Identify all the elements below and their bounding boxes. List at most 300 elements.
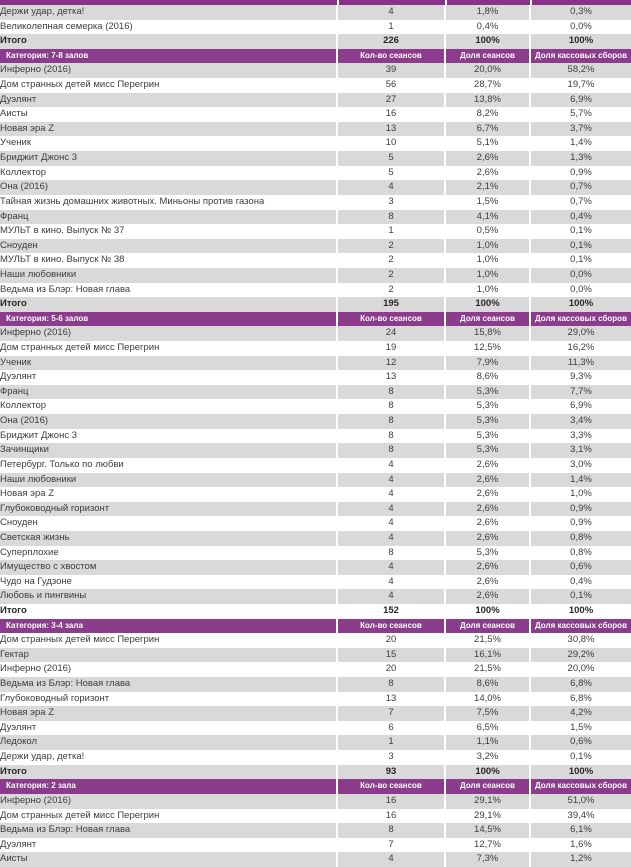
sessions-count-cell: 56 (337, 78, 445, 93)
sessions-count-cell: 13 (337, 122, 445, 137)
movie-row (0, 385, 631, 400)
movie-name-cell: Ледокол (0, 735, 337, 750)
movie-row (0, 735, 631, 750)
col-header-sessions-share: Доля сеансов (445, 619, 530, 634)
movie-name-cell: Дуэлянт (0, 371, 37, 383)
sessions-share-cell: 12,5% (445, 341, 530, 356)
movie-name-cell: Она (2016) (0, 414, 337, 429)
total-row (0, 297, 631, 312)
box-office-share-cell: 6,9% (530, 399, 631, 414)
total-sessions-share-cell: 100% (445, 604, 530, 619)
sessions-share-cell: 2,6% (445, 575, 530, 590)
sessions-share-cell: 7,5% (445, 706, 530, 721)
col-header-sessions-share: Доля сеансов (445, 49, 530, 64)
sessions-share-cell: 2,6% (445, 473, 530, 488)
movie-name-cell: Дом странных детей мисс Перегрин (0, 79, 160, 91)
sessions-share-cell: 3,2% (445, 750, 530, 765)
movie-name-cell: Глубоководный горизонт (0, 502, 337, 517)
movie-row (0, 677, 631, 692)
box-office-share-cell: 3,4% (530, 414, 631, 429)
sessions-count-cell: 8 (337, 443, 445, 458)
movie-name-cell: Инферно (2016) (0, 663, 72, 675)
sessions-share-cell: 2,6% (445, 458, 530, 473)
sessions-share-cell: 8,6% (445, 677, 530, 692)
movie-name-cell: Дом странных детей мисс Перегрин (0, 809, 160, 821)
sessions-share-cell: 2,6% (445, 531, 530, 546)
box-office-share-cell: 51,0% (530, 794, 631, 809)
column-separator (337, 0, 339, 5)
box-office-share-cell: 1,4% (530, 473, 631, 488)
movie-name-cell: Инферно (2016) (0, 794, 337, 809)
box-office-share-cell: 1,2% (530, 852, 631, 867)
col-header-sessions-count: Кол-во сеансов (337, 312, 445, 327)
box-office-share-cell: 0,7% (530, 195, 631, 210)
sessions-count-cell: 4 (337, 473, 445, 488)
category-header-row (0, 779, 631, 794)
sessions-share-cell: 2,6% (445, 166, 530, 181)
movie-row (0, 136, 631, 151)
box-office-share-cell: 0,7% (530, 180, 631, 195)
sessions-count-cell: 4 (337, 5, 445, 20)
sessions-count-cell: 4 (337, 575, 445, 590)
box-office-share-cell: 0,9% (530, 502, 631, 517)
box-office-share-cell: 1,6% (530, 838, 631, 853)
movie-row (0, 414, 631, 429)
box-office-share-cell: 0,1% (530, 239, 631, 254)
sessions-share-cell: 2,6% (445, 560, 530, 575)
sessions-share-cell: 8,2% (445, 107, 530, 122)
movie-row (0, 20, 631, 35)
movie-row (0, 633, 631, 648)
movie-name-cell: Ведьма из Блэр: Новая глава (0, 677, 337, 692)
sessions-share-cell: 7,3% (445, 852, 530, 867)
movie-name-cell: Франц (0, 210, 337, 225)
sessions-count-cell: 2 (337, 283, 445, 298)
sessions-share-cell: 2,6% (445, 487, 530, 502)
movie-name-cell: Коллектор (0, 400, 47, 412)
movie-name-cell: Ведьма из Блэр: Новая глава (0, 823, 337, 838)
sessions-count-cell: 24 (337, 326, 445, 341)
sessions-share-cell: 5,3% (445, 414, 530, 429)
movie-name-cell: Дом странных детей мисс Перегрин (0, 634, 160, 646)
sessions-share-cell: 12,7% (445, 838, 530, 853)
sessions-count-cell: 1 (337, 224, 445, 239)
col-header-sessions-count: Кол-во сеансов (337, 619, 445, 634)
col-header-box-office-share: Доля кассовых сборов (530, 619, 631, 634)
sessions-share-cell: 6,7% (445, 122, 530, 137)
col-header-sessions-count: Кол-во сеансов (337, 49, 445, 64)
total-label-cell: Итого (0, 34, 337, 49)
movie-row (0, 253, 631, 268)
category-header-row (0, 312, 631, 327)
sessions-count-cell: 3 (337, 195, 445, 210)
box-office-share-cell: 0,1% (530, 253, 631, 268)
total-sessions-count-cell: 93 (337, 765, 445, 780)
report-table-body (0, 5, 631, 867)
sessions-share-cell: 1,5% (445, 195, 530, 210)
sessions-share-cell: 1,0% (445, 268, 530, 283)
col-header-sessions-share: Доля сеансов (445, 312, 530, 327)
box-office-share-cell: 6,9% (530, 93, 631, 108)
sessions-count-cell: 4 (337, 487, 445, 502)
box-office-share-cell: 0,0% (530, 283, 631, 298)
total-label-cell: Итого (0, 297, 337, 312)
movie-name-cell: Бриджит Джонс 3 (0, 429, 78, 441)
sessions-count-cell: 4 (337, 180, 445, 195)
column-separator (530, 0, 532, 5)
movie-row (0, 706, 631, 721)
movie-name-cell: Коллектор (0, 166, 47, 178)
movie-name-cell: МУЛЬТ в кино. Выпуск № 37 (0, 225, 125, 237)
box-office-share-cell: 1,4% (530, 136, 631, 151)
sessions-share-cell: 20,0% (445, 63, 530, 78)
movie-name-cell: Инферно (2016) (0, 63, 337, 78)
movie-name-cell: Дуэлянт (0, 93, 337, 108)
movie-row (0, 662, 631, 677)
movie-row (0, 78, 631, 93)
sessions-count-cell: 19 (337, 341, 445, 356)
movie-row (0, 750, 631, 765)
sessions-count-cell: 20 (337, 633, 445, 648)
sessions-share-cell: 1,0% (445, 283, 530, 298)
movie-name-cell: Бриджит Джонс 3 (0, 151, 337, 166)
movie-row (0, 823, 631, 838)
sessions-count-cell: 2 (337, 253, 445, 268)
box-office-share-cell: 3,0% (530, 458, 631, 473)
box-office-share-cell: 0,4% (530, 575, 631, 590)
sessions-count-cell: 1 (337, 20, 445, 35)
box-office-share-cell: 0,6% (530, 735, 631, 750)
total-sessions-share-cell: 100% (445, 34, 530, 49)
movie-name-cell: Аисты (0, 108, 28, 120)
movie-name-cell: Ведьма из Блэр: Новая глава (0, 283, 131, 295)
sessions-count-cell: 8 (337, 677, 445, 692)
category-header-row (0, 49, 631, 64)
box-office-share-cell: 9,3% (530, 370, 631, 385)
box-office-share-cell: 5,7% (530, 107, 631, 122)
box-office-share-cell: 19,7% (530, 78, 631, 93)
movie-name-cell: Петербург. Только по любви (0, 458, 124, 470)
box-office-share-cell: 1,5% (530, 721, 631, 736)
sessions-share-cell: 1,8% (445, 5, 530, 20)
box-office-share-cell: 7,7% (530, 385, 631, 400)
sessions-share-cell: 2,6% (445, 151, 530, 166)
movie-row (0, 516, 631, 531)
total-label-cell: Итого (0, 604, 27, 616)
box-office-share-cell: 6,8% (530, 677, 631, 692)
box-office-share-cell: 39,4% (530, 809, 631, 824)
sessions-share-cell: 5,3% (445, 443, 530, 458)
col-header-box-office-share: Доля кассовых сборов (530, 779, 631, 794)
movie-name-cell: Сноуден (0, 239, 337, 254)
sessions-share-cell: 2,6% (445, 589, 530, 604)
movie-row (0, 429, 631, 444)
sessions-share-cell: 7,9% (445, 356, 530, 371)
col-header-box-office-share: Доля кассовых сборов (530, 49, 631, 64)
box-office-share-cell: 29,0% (530, 326, 631, 341)
sessions-count-cell: 39 (337, 63, 445, 78)
sessions-count-cell: 4 (337, 502, 445, 517)
sessions-count-cell: 13 (337, 692, 445, 707)
sessions-count-cell: 13 (337, 370, 445, 385)
report-table (0, 5, 631, 867)
movie-row (0, 692, 631, 707)
movie-row (0, 210, 631, 225)
category-label-cell: Категория: 7-8 залов (0, 49, 337, 64)
sessions-count-cell: 5 (337, 166, 445, 181)
col-header-box-office-share: Доля кассовых сборов (530, 312, 631, 327)
sessions-count-cell: 4 (337, 852, 445, 867)
box-office-share-cell: 4,2% (530, 706, 631, 721)
sessions-count-cell: 2 (337, 268, 445, 283)
sessions-share-cell: 5,3% (445, 429, 530, 444)
movie-row (0, 166, 631, 181)
movie-row (0, 458, 631, 473)
movie-row (0, 852, 631, 867)
box-office-share-cell: 3,7% (530, 122, 631, 137)
sessions-count-cell: 8 (337, 823, 445, 838)
total-sessions-count-cell: 226 (337, 34, 445, 49)
sessions-share-cell: 2,6% (445, 502, 530, 517)
movie-row (0, 531, 631, 546)
movie-row (0, 180, 631, 195)
total-row (0, 604, 631, 619)
sessions-share-cell: 4,1% (445, 210, 530, 225)
sessions-count-cell: 8 (337, 429, 445, 444)
box-office-share-cell: 16,2% (530, 341, 631, 356)
sessions-share-cell: 1,0% (445, 253, 530, 268)
box-office-share-cell: 0,9% (530, 516, 631, 531)
box-office-share-cell: 0,0% (530, 20, 631, 35)
sessions-count-cell: 2 (337, 239, 445, 254)
movie-name-cell: Дом странных детей мисс Перегрин (0, 342, 160, 354)
movie-name-cell: МУЛЬТ в кино. Выпуск № 38 (0, 254, 125, 266)
movie-name-cell: Инферно (2016) (0, 326, 337, 341)
movie-row (0, 838, 631, 853)
sessions-count-cell: 7 (337, 706, 445, 721)
sessions-share-cell: 2,6% (445, 516, 530, 531)
sessions-count-cell: 10 (337, 136, 445, 151)
sessions-count-cell: 3 (337, 750, 445, 765)
movie-row (0, 443, 631, 458)
sessions-share-cell: 8,6% (445, 370, 530, 385)
sessions-count-cell: 6 (337, 721, 445, 736)
box-office-share-cell: 0,1% (530, 589, 631, 604)
total-row (0, 765, 631, 780)
movie-row (0, 560, 631, 575)
movie-name-cell: Она (2016) (0, 180, 337, 195)
movie-name-cell: Тайная жизнь домашних животных. Миньоны против газона (0, 195, 265, 207)
category-label-cell: Категория: 2 зала (0, 779, 337, 794)
movie-row (0, 93, 631, 108)
movie-row (0, 283, 631, 298)
sessions-share-cell: 29,1% (445, 809, 530, 824)
sessions-count-cell: 8 (337, 546, 445, 561)
col-header-sessions-share: Доля сеансов (445, 779, 530, 794)
total-box-office-share-cell: 100% (530, 604, 631, 619)
box-office-share-cell: 0,6% (530, 560, 631, 575)
sessions-share-cell: 6,5% (445, 721, 530, 736)
total-row (0, 34, 631, 49)
sessions-count-cell: 4 (337, 516, 445, 531)
movie-row (0, 341, 631, 356)
sessions-share-cell: 16,1% (445, 648, 530, 663)
category-label-cell: Категория: 3-4 зала (0, 619, 337, 634)
total-box-office-share-cell: 100% (530, 297, 631, 312)
movie-row (0, 370, 631, 385)
sessions-share-cell: 21,5% (445, 633, 530, 648)
box-office-share-cell: 1,3% (530, 151, 631, 166)
sessions-count-cell: 15 (337, 648, 445, 663)
sessions-count-cell: 8 (337, 414, 445, 429)
sessions-count-cell: 8 (337, 385, 445, 400)
sessions-count-cell: 4 (337, 560, 445, 575)
movie-row (0, 487, 631, 502)
sessions-share-cell: 13,8% (445, 93, 530, 108)
box-office-share-cell: 0,1% (530, 224, 631, 239)
movie-name-cell: Новая эра Z (0, 706, 337, 721)
sessions-count-cell: 20 (337, 662, 445, 677)
movie-name-cell: Держи удар, детка! (0, 5, 337, 20)
movie-row (0, 356, 631, 371)
sessions-share-cell: 21,5% (445, 662, 530, 677)
movie-row (0, 589, 631, 604)
movie-row (0, 224, 631, 239)
movie-row (0, 794, 631, 809)
movie-row (0, 5, 631, 20)
sessions-share-cell: 14,5% (445, 823, 530, 838)
movie-row (0, 648, 631, 663)
sessions-share-cell: 1,0% (445, 239, 530, 254)
movie-row (0, 546, 631, 561)
movie-row (0, 195, 631, 210)
movie-name-cell: Новая эра Z (0, 488, 55, 500)
box-office-share-cell: 3,1% (530, 443, 631, 458)
movie-row (0, 107, 631, 122)
movie-row (0, 809, 631, 824)
category-header-row (0, 619, 631, 634)
box-office-share-cell: 6,8% (530, 692, 631, 707)
movie-name-cell: Глубоководный горизонт (0, 692, 110, 704)
movie-row (0, 399, 631, 414)
sessions-share-cell: 28,7% (445, 78, 530, 93)
sessions-share-cell: 29,1% (445, 794, 530, 809)
movie-name-cell: Дуэлянт (0, 721, 37, 733)
sessions-share-cell: 0,4% (445, 20, 530, 35)
sessions-count-cell: 16 (337, 794, 445, 809)
sessions-count-cell: 27 (337, 93, 445, 108)
movie-name-cell: Дуэлянт (0, 838, 37, 850)
box-office-share-cell: 58,2% (530, 63, 631, 78)
box-office-share-cell: 0,8% (530, 546, 631, 561)
sessions-share-cell: 14,0% (445, 692, 530, 707)
sessions-count-cell: 16 (337, 107, 445, 122)
box-office-share-cell: 0,8% (530, 531, 631, 546)
sessions-count-cell: 8 (337, 210, 445, 225)
movie-row (0, 575, 631, 590)
movie-name-cell: Ученик (0, 356, 337, 371)
movie-name-cell: Новая эра Z (0, 122, 337, 137)
movie-row (0, 502, 631, 517)
movie-name-cell: Зачинщики (0, 443, 337, 458)
movie-name-cell: Чудо на Гудзоне (0, 575, 72, 587)
movie-row (0, 473, 631, 488)
total-sessions-count-cell: 152 (337, 604, 445, 619)
sessions-share-cell: 15,8% (445, 326, 530, 341)
sessions-count-cell: 4 (337, 531, 445, 546)
sessions-count-cell: 1 (337, 735, 445, 750)
sessions-share-cell: 5,1% (445, 136, 530, 151)
sessions-count-cell: 4 (337, 589, 445, 604)
box-office-share-cell: 1,0% (530, 487, 631, 502)
movie-name-cell: Наши любовники (0, 268, 337, 283)
movie-name-cell: Франц (0, 385, 337, 400)
sessions-count-cell: 4 (337, 458, 445, 473)
movie-name-cell: Наши любовники (0, 473, 337, 488)
box-office-share-cell: 0,4% (530, 210, 631, 225)
movie-row (0, 63, 631, 78)
box-office-share-cell: 3,3% (530, 429, 631, 444)
box-office-share-cell: 20,0% (530, 662, 631, 677)
movie-name-cell: Сноуден (0, 517, 38, 529)
box-office-share-cell: 6,1% (530, 823, 631, 838)
movie-name-cell: Любовь и пингвины (0, 589, 337, 604)
total-box-office-share-cell: 100% (530, 765, 631, 780)
category-bar-top-partial (0, 0, 631, 5)
total-box-office-share-cell: 100% (530, 34, 631, 49)
column-separator (445, 0, 447, 5)
movie-name-cell: Держи удар, детка! (0, 751, 85, 763)
sessions-count-cell: 12 (337, 356, 445, 371)
total-sessions-share-cell: 100% (445, 765, 530, 780)
box-office-share-cell: 29,2% (530, 648, 631, 663)
total-sessions-share-cell: 100% (445, 297, 530, 312)
movie-row (0, 268, 631, 283)
movie-name-cell: Светская жизнь (0, 531, 337, 546)
category-label-cell: Категория: 5-6 залов (0, 312, 337, 327)
movie-name-cell: Ученик (0, 137, 31, 149)
movie-row (0, 151, 631, 166)
movie-name-cell: Суперплохие (0, 546, 59, 558)
movie-row (0, 122, 631, 137)
box-office-share-cell: 0,1% (530, 750, 631, 765)
box-office-share-cell: 0,9% (530, 166, 631, 181)
sessions-count-cell: 16 (337, 809, 445, 824)
box-office-share-cell: 0,0% (530, 268, 631, 283)
movie-name-cell: Аисты (0, 852, 337, 867)
movie-name-cell: Имущество с хвостом (0, 560, 337, 575)
col-header-sessions-count: Кол-во сеансов (337, 779, 445, 794)
sessions-count-cell: 8 (337, 399, 445, 414)
total-sessions-count-cell: 195 (337, 297, 445, 312)
movie-row (0, 721, 631, 736)
sessions-count-cell: 7 (337, 838, 445, 853)
box-office-share-cell: 0,3% (530, 5, 631, 20)
movie-row (0, 239, 631, 254)
total-label-cell: Итого (0, 765, 337, 780)
sessions-share-cell: 1,1% (445, 735, 530, 750)
movie-name-cell: Великолепная семерка (2016) (0, 20, 133, 32)
sessions-share-cell: 5,3% (445, 399, 530, 414)
sessions-share-cell: 5,3% (445, 546, 530, 561)
box-office-share-cell: 11,3% (530, 356, 631, 371)
sessions-share-cell: 0,5% (445, 224, 530, 239)
sessions-share-cell: 5,3% (445, 385, 530, 400)
sessions-count-cell: 5 (337, 151, 445, 166)
sessions-share-cell: 2,1% (445, 180, 530, 195)
box-office-share-cell: 30,8% (530, 633, 631, 648)
movie-row (0, 326, 631, 341)
